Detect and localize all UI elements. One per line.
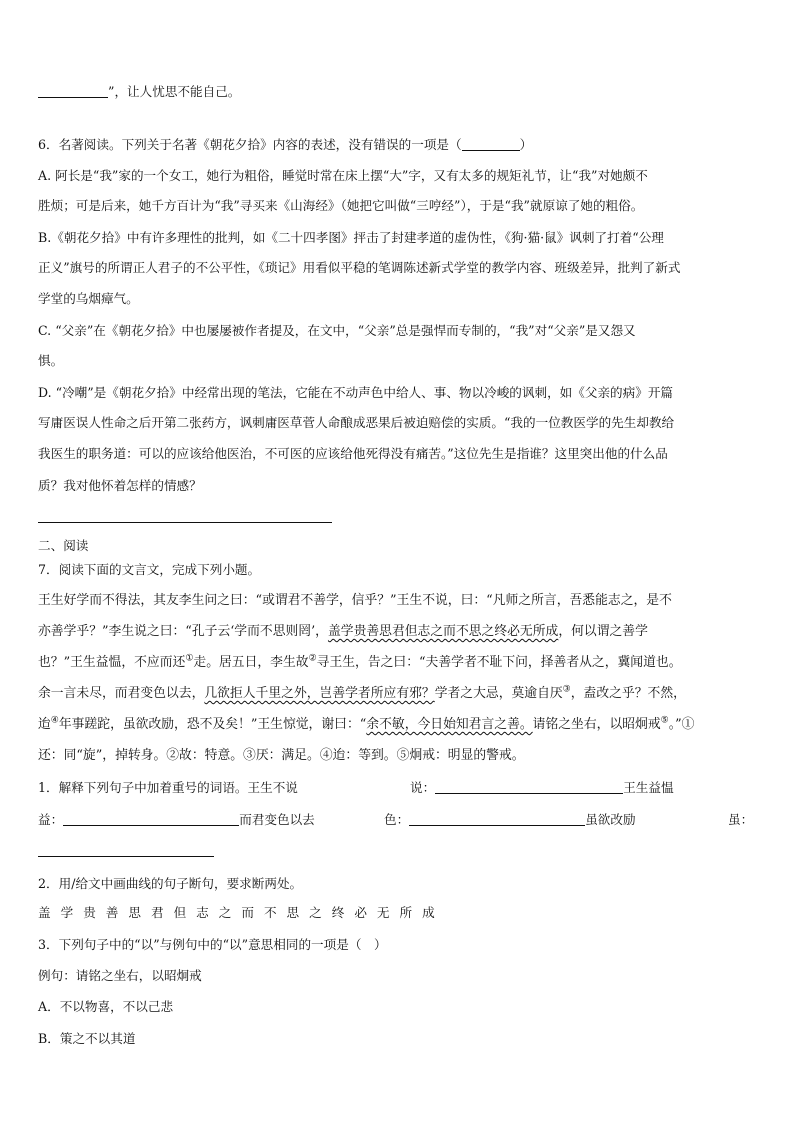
answer-blank-se[interactable] xyxy=(409,813,585,826)
section-heading: 二、阅读 xyxy=(38,538,89,553)
footnote-marker: ① xyxy=(185,653,194,664)
underlined-sentence: 几欲拒人千里之外，岂善学者所应有邪？ xyxy=(204,686,435,701)
passage-line3: 也？”王生益愠，不应而还①走。居五日，李生故②寻王生，告之曰：“夫善学者不耻下问，择善者从之，冀闻道也。 xyxy=(38,653,682,670)
sub2-characters: 盖学贵善思君但志之而不思之终必无所成 xyxy=(38,905,445,920)
sub3-option-b[interactable]: B．策之不以其道 xyxy=(38,1031,136,1046)
q6-option-a-line1: A. 阿长是“我”家的一个女工，她行为粗俗，睡觉时常在床上摆“大”字，又有太多的规矩礼节，让“我”对她颇不 xyxy=(38,168,648,183)
answer-line xyxy=(38,522,332,523)
sub1-line2: 益： 而君变色以去 色： 虽欲改励 虽： xyxy=(38,812,754,827)
passage-notes: 还：同“旋”，掉转身。②故：特意。③厌：满足。④迨：等到。⑤炯戒：明显的警戒。 xyxy=(38,748,525,763)
q6-option-a-line2: 胜烦；可是后来，她千方百计为“我”寻买来《山海经》（她把它叫做“三哼经”），于是“我”就原谅了她的粗俗。 xyxy=(38,198,644,213)
sub3-stem: 3．下列句子中的“以”与例句中的“以”意思相同的一项是（ ） xyxy=(38,937,387,952)
sub3-example: 例句：请铭之坐右，以昭炯戒 xyxy=(38,968,202,983)
footnote-marker: ⑤ xyxy=(660,715,669,726)
passage-line4: 余一言未尽，而君变色以去，几欲拒人千里之外，岂善学者所应有邪？学者之大忌，莫逾自厌③，盍改之乎？不然， xyxy=(38,684,686,701)
sub1-line1: 1．解释下列句子中加着重号的词语。王生不说 说： 王生益愠 xyxy=(38,780,674,795)
sub3-option-a[interactable]: A．不以物喜，不以己悲 xyxy=(38,999,174,1014)
q6-option-b-line1: B.《朝花夕拾》中有许多理性的批判，如《二十四孝图》抨击了封建孝道的虚伪性，《狗·猫·鼠》讽刺了打着“公理 xyxy=(38,230,664,245)
q6-stem: 6．名著阅读。下列关于名著《朝花夕拾》内容的表述，没有错误的一项是（ ） xyxy=(38,137,533,152)
q6-option-d-line4: 质？我对他怀着怎样的情感？ xyxy=(38,478,202,493)
q6-answer-blank[interactable] xyxy=(462,138,520,151)
q6-option-b-line2: 正义”旗号的所谓正人君子的不公平性，《琐记》用看似平稳的笔调陈述新式学堂的教学内容、班级差异，批判了新式 xyxy=(38,260,681,275)
q6-option-c-line1: C. “父亲”在《朝花夕拾》中也屡屡被作者提及，在文中，“父亲”总是强悍而专制的，“我”对“父亲”是又怨又 xyxy=(38,323,636,338)
prev-question-tail: ”，让人忧思不能自己。 xyxy=(38,84,240,100)
q6-option-b-line3: 学堂的乌烟瘴气。 xyxy=(38,291,139,306)
answer-blank-yi[interactable] xyxy=(63,813,239,826)
answer-blank-sui[interactable] xyxy=(38,856,214,857)
wavy-underlined-sentence: 盖学贵善思君但志之而不思之终必无所成 xyxy=(327,624,559,639)
underlined-sentence: 余不敏，今日始知君言之善。 xyxy=(366,717,533,732)
q6-option-c-line2: 惧。 xyxy=(38,353,64,368)
footnote-marker: ④ xyxy=(50,715,59,726)
sub2-stem: 2．用/给文中画曲线的句子断句，要求断两处。 xyxy=(38,876,303,891)
q7-stem: 7．阅读下面的文言文，完成下列小题。 xyxy=(38,562,261,577)
q6-option-d-line2: 写庸医误人性命之后开第二张药方，讽刺庸医草菅人命酿成恶果后被迫赔偿的实质。“我的一位教医学的先生却教给 xyxy=(38,415,675,430)
q6-option-d-line3: 我医生的职务道：可以的应该给他医治，不可医的应该给他死得没有痛苦。”这位先生是指谁？这里突出他的什么品 xyxy=(38,446,668,461)
answer-blank-shuo[interactable] xyxy=(435,781,623,794)
q6-option-d-line1: D. “冷嘲”是《朝花夕拾》中经常出现的笔法，它能在不动声色中给人、事、物以冷峻的讽刺，如《父亲的病》开篇 xyxy=(38,385,674,400)
passage-line2: 亦善学乎？”李生说之曰：“孔子云‘学而不思则罔’，盖学贵善思君但志之而不思之终必无所成，何以谓之善学 xyxy=(38,624,648,639)
footnote-marker: ③ xyxy=(562,684,571,695)
passage-line5: 迨④年事蹉跎，虽欲改励，恐不及矣！”王生惊觉，谢曰：“余不敏，今日始知君言之善。请铭之坐右，以昭炯戒⑤。”① xyxy=(38,715,695,732)
answer-blank[interactable] xyxy=(38,85,108,98)
passage-line1: 王生好学而不得法，其友李生问之曰：“或谓君不善学，信乎？”王生不说，曰：“凡师之所言，吾悉能志之，是不 xyxy=(38,593,672,608)
footnote-marker: ② xyxy=(308,653,317,664)
